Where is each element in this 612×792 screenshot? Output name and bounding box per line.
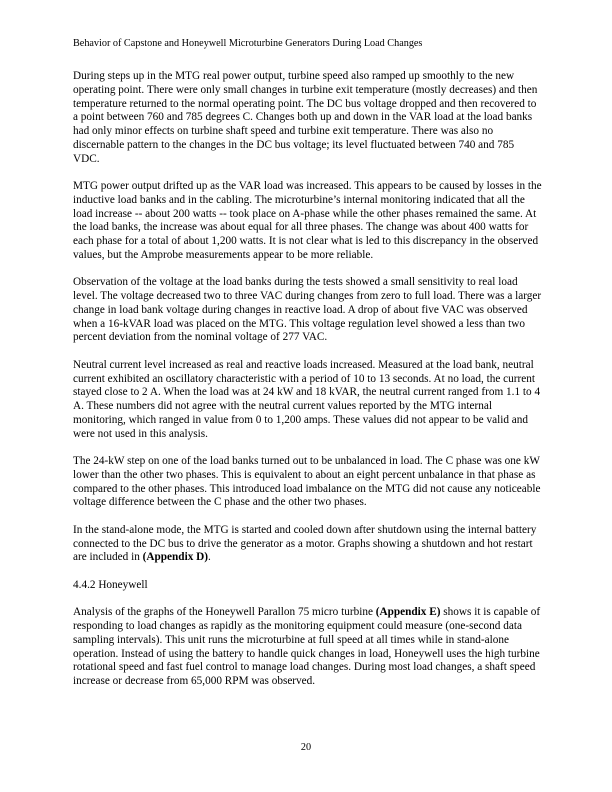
paragraph-load-bank-voltage: Observation of the voltage at the load banks during the tests showed a small sensitivity to real load level. The voltage decreased two to three VAC during changes from zero to full load. There was a larger change in load bank voltage during changes in reactive load. A drop of about five VAC was observed when a 16-kVAR load was placed on the MTG. This voltage regulation level showed a less than two percent deviation from the nominal voltage of 277 VAC. bbox=[73, 276, 542, 344]
body-text bbox=[73, 70, 543, 703]
paragraph-honeywell-analysis bbox=[73, 606, 543, 689]
section-heading-honeywell: 4.4.2 Honeywell bbox=[73, 578, 148, 591]
paragraph-speed-temperature: During steps up in the MTG real power output, turbine speed also ramped up smoothly to the new operating point. There were only small changes in turbine exit temperature (mostly decreases) and then temperature returned to the normal operating point. The DC bus voltage dropped and then recovered to a point between 760 and 785 degrees C. Changes both up and down in the VAR load at the load banks had only minor effects on turbine shaft speed and turbine exit temperature. There was also no discernable pattern to the changes in the DC bus voltage; its level fluctuated between 740 and 785 VDC. bbox=[73, 70, 538, 165]
running-header: Behavior of Capstone and Honeywell Microturbine Generators During Load Changes bbox=[73, 38, 423, 49]
honeywell-text-rest: shows it is capable of responding to load changes as rapidly as the monitoring equipment could measure (one-second data sampling intervals). This unit runs the microturbine at full speed at all times while in stand-alone operation. Instead of using the battery to handle quick changes in load, Honeywell uses the high turbine rotational speed and fast fuel control to manage load changes. During most load changes, a shaft speed increase or decrease from 65,000 RPM was observed. bbox=[73, 606, 541, 687]
paragraph-power-output-drift: MTG power output drifted up as the VAR load was increased. This appears to be caused by losses in the inductive load banks and in the cabling. The microturbine’s internal monitoring indicated that all the load increase -- about 200 watts -- took place on A-phase while the other phases remained the same. At the load banks, the increase was about equal for all three phases. The change was about 400 watts for each phase for a total of about 1,200 watts. It is not clear what is led to this discrepancy in the observed values, but the Amprobe measurements appear to be more reliable. bbox=[73, 180, 542, 261]
appendix-d-reference: (Appendix D) bbox=[142, 551, 208, 564]
paragraph-neutral-current: Neutral current level increased as real and reactive loads increased. Measured at the load bank, neutral current exhibited an oscillatory characteristic with a period of 10 to 13 seconds. At no load, the current stayed close to 2 A. When the load was at 24 kW and 18 kVAR, the neutral current ranged from 1.1 to 4 A. These numbers did not agree with the neutral current values reported by the MTG internal monitoring, which ranged in value from 0 to 1,200 amps. These values did not appear to be valid and were not used in this analysis. bbox=[73, 358, 541, 440]
paragraph-unbalanced-load: The 24-kW step on one of the load banks turned out to be unbalanced in load. The C phase was one kW lower than the other two phases. This is equivalent to about an eight percent unbalance in that phase as compared to the other phases. This introduced load imbalance on the MTG did not cause any noticeable voltage difference between the C phase and the other two phases. bbox=[73, 455, 541, 509]
paragraph-stand-alone-mode bbox=[73, 524, 543, 565]
stand-alone-text: In the stand-alone mode, the MTG is started and cooled down after shutdown using the internal battery connected to the DC bus to drive the generator as a motor. Graphs showing a shutdown and hot restart are included in bbox=[73, 523, 537, 564]
page-number: 20 bbox=[300, 742, 312, 753]
appendix-e-reference: (Appendix E) bbox=[375, 606, 441, 619]
stand-alone-period: . bbox=[208, 551, 211, 564]
honeywell-text-start: Analysis of the graphs of the Honeywell Parallon 75 micro turbine bbox=[73, 606, 376, 619]
